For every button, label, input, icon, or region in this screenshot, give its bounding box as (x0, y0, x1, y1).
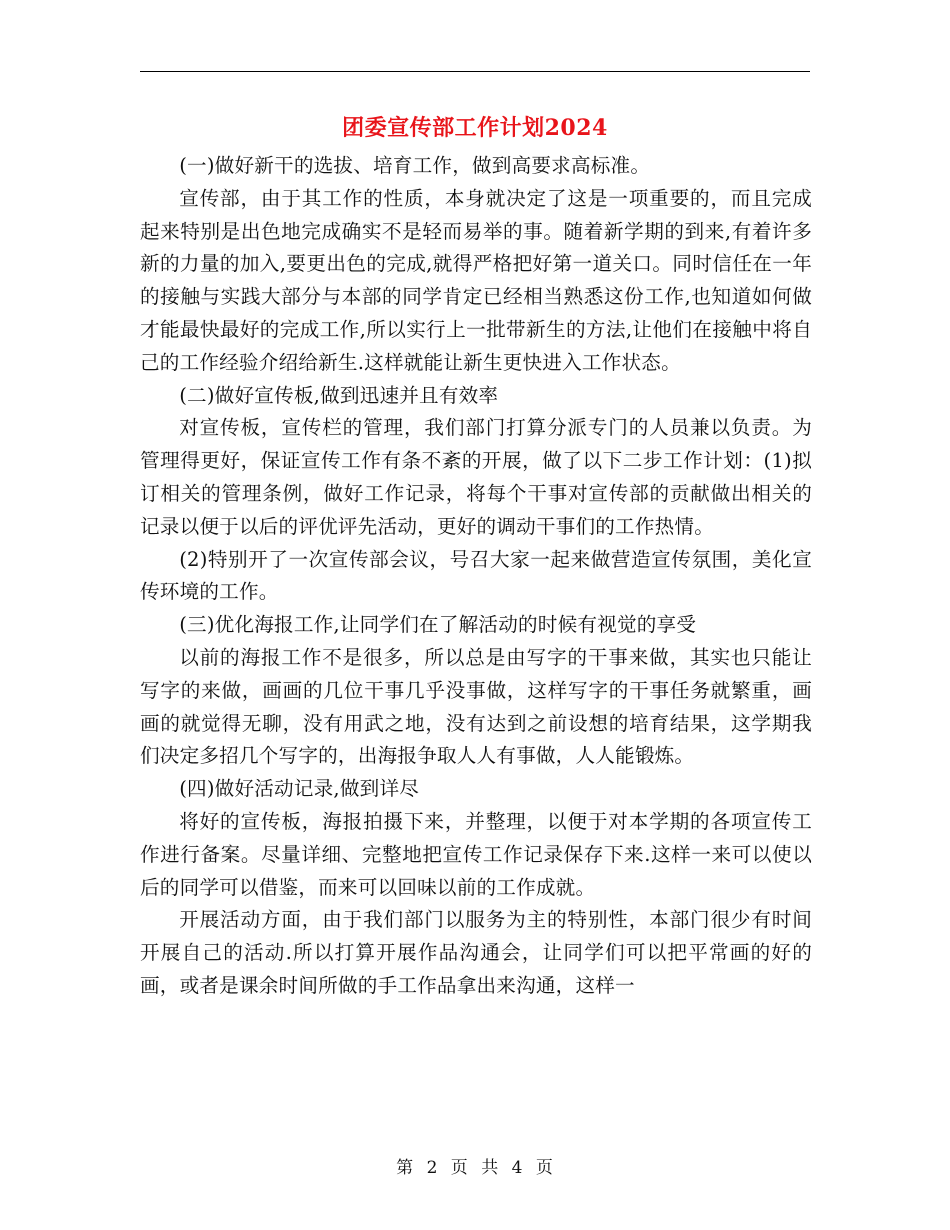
paragraph-7: 以前的海报工作不是很多，所以总是由写字的干事来做，其实也只能让写字的来做，画画的几位干事几乎没事做，这样写字的干事任务就繁重，画画的就觉得无聊，没有用武之地，没有达到之前设想的培育结果，这学期我们决定多招几个写字的，出海报争取人人有事做，人人能锻炼。 (140, 645, 812, 768)
footer-current-page: 2 (426, 1158, 439, 1178)
paragraph-10: 开展活动方面，由于我们部门以服务为主的特别性，本部门很少有时间开展自己的活动.所以打算开展作品沟通会，让同学们可以把平常画的好的画，或者是课余时间所做的手工作品拿出来沟通，这样一 (140, 908, 812, 997)
paragraph-1: (一)做好新干的选拔、培育工作，做到高要求高标准。 (179, 154, 651, 177)
paragraph-5: (2)特别开了一次宣传部会议，号召大家一起来做营造宣传氛围，美化宣传环境的工作。 (140, 547, 812, 604)
page-footer (140, 1153, 810, 1178)
footer-total-label: 共 (481, 1158, 500, 1178)
footer-total-pages: 4 (511, 1158, 524, 1178)
document-body (140, 150, 812, 1003)
paragraph-2: 宣传部，由于其工作的性质，本身就决定了这是一项重要的，而且完成起来特别是出色地完成确实不是轻而易举的事。随着新学期的到来,有着许多新的力量的加入,要更出色的完成,就得严格把好第一道关口。同时信任在一年的接触与实践大部分与本部的同学肯定已经相当熟悉这份工作,也知道如何做才能最快最好的完成工作,所以实行上一批带新生的方法,让他们在接触中将自己的工作经验介绍给新生.这样就能让新生更快进入工作状态。 (140, 186, 812, 374)
footer-page-label: 页 (450, 1158, 469, 1178)
document-title: 团委宣传部工作计划2024 (342, 115, 608, 141)
paragraph-4: 对宣传板，宣传栏的管理，我们部门打算分派专门的人员兼以负责。为管理得更好，保证宣传工作有条不紊的开展，做了以下二步工作计划：(1)拟订相关的管理条例，做好工作记录，将每个干事对宣传部的贡献做出相关的记录以便于以后的评优评先活动，更好的调动干事们的工作热情。 (140, 416, 812, 538)
header-rule (140, 71, 810, 72)
paragraph-6: (三)优化海报工作,让同学们在了解活动的时候有视觉的享受 (179, 613, 697, 637)
footer-suffix: 页 (535, 1158, 554, 1178)
paragraph-9: 将好的宣传板，海报拍摄下来，并整理，以便于对本学期的各项宣传工作进行备案。尽量详细、完整地把宣传工作记录保存下来.这样一来可以使以后的同学可以借鉴，而来可以回味以前的工作成就。 (140, 809, 812, 899)
paragraph-8: (四)做好活动记录,做到详尽 (179, 777, 420, 801)
paragraph-3: (二)做好宣传板,做到迅速并且有效率 (179, 383, 499, 407)
footer-prefix: 第 (396, 1158, 415, 1178)
